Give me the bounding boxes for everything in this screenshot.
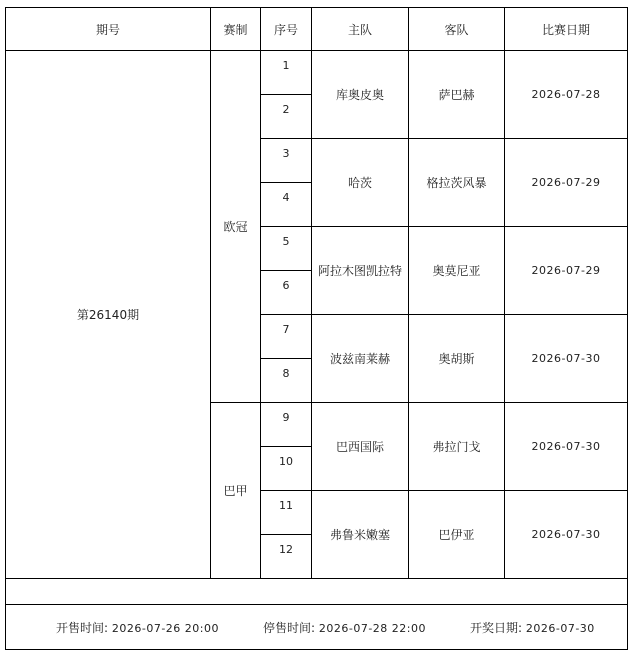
seq-cell: 5 xyxy=(261,227,312,271)
home-team-cell: 波兹南莱赫 xyxy=(312,315,409,403)
open-time xyxy=(56,619,219,636)
open-time-value: 2026-07-26 20:00 xyxy=(111,621,219,635)
away-team-cell: 格拉茨风暴 xyxy=(409,139,505,227)
issue-cell: 第26140期 xyxy=(6,51,211,579)
footer-cell xyxy=(6,605,628,650)
away-team-cell: 弗拉门戈 xyxy=(409,403,505,491)
seq-cell: 6 xyxy=(261,271,312,315)
home-team-cell: 阿拉木图凯拉特 xyxy=(312,227,409,315)
header-issue: 期号 xyxy=(6,8,211,51)
match-date-cell: 2026-07-30 xyxy=(505,315,628,403)
close-time xyxy=(263,619,426,636)
close-time-label: 停售时间: xyxy=(263,620,316,635)
spacer-cell xyxy=(6,579,628,605)
home-team-cell: 哈茨 xyxy=(312,139,409,227)
draw-date xyxy=(470,619,595,636)
seq-cell: 2 xyxy=(261,95,312,139)
league-cell-euro: 欧冠 xyxy=(211,51,261,403)
header-league: 赛制 xyxy=(211,8,261,51)
spacer-row xyxy=(6,579,628,605)
header-seq: 序号 xyxy=(261,8,312,51)
home-team-cell: 巴西国际 xyxy=(312,403,409,491)
draw-date-label: 开奖日期: xyxy=(470,620,523,635)
seq-cell: 8 xyxy=(261,359,312,403)
away-team-cell: 奥胡斯 xyxy=(409,315,505,403)
close-time-value: 2026-07-28 22:00 xyxy=(318,621,426,635)
home-team-cell: 弗鲁米嫩塞 xyxy=(312,491,409,579)
home-team-cell: 库奥皮奥 xyxy=(312,51,409,139)
open-time-label: 开售时间: xyxy=(56,620,109,635)
away-team-cell: 奥莫尼亚 xyxy=(409,227,505,315)
match-date-cell: 2026-07-28 xyxy=(505,51,628,139)
seq-cell: 10 xyxy=(261,447,312,491)
header-date: 比赛日期 xyxy=(505,8,628,51)
seq-cell: 11 xyxy=(261,491,312,535)
seq-cell: 7 xyxy=(261,315,312,359)
seq-cell: 12 xyxy=(261,535,312,579)
league-cell-brazil: 巴甲 xyxy=(211,403,261,579)
header-home: 主队 xyxy=(312,8,409,51)
seq-cell: 3 xyxy=(261,139,312,183)
table-row xyxy=(6,51,628,95)
seq-cell: 9 xyxy=(261,403,312,447)
match-date-cell: 2026-07-29 xyxy=(505,227,628,315)
draw-date-value: 2026-07-30 xyxy=(525,621,595,635)
match-date-cell: 2026-07-30 xyxy=(505,491,628,579)
header-row xyxy=(6,8,628,51)
match-date-cell: 2026-07-29 xyxy=(505,139,628,227)
header-away: 客队 xyxy=(409,8,505,51)
match-schedule-table xyxy=(5,7,628,650)
seq-cell: 4 xyxy=(261,183,312,227)
footer-row xyxy=(6,605,628,650)
match-date-cell: 2026-07-30 xyxy=(505,403,628,491)
away-team-cell: 巴伊亚 xyxy=(409,491,505,579)
sale-info xyxy=(6,619,627,636)
schedule-table-wrapper xyxy=(5,7,627,665)
away-team-cell: 萨巴赫 xyxy=(409,51,505,139)
seq-cell: 1 xyxy=(261,51,312,95)
